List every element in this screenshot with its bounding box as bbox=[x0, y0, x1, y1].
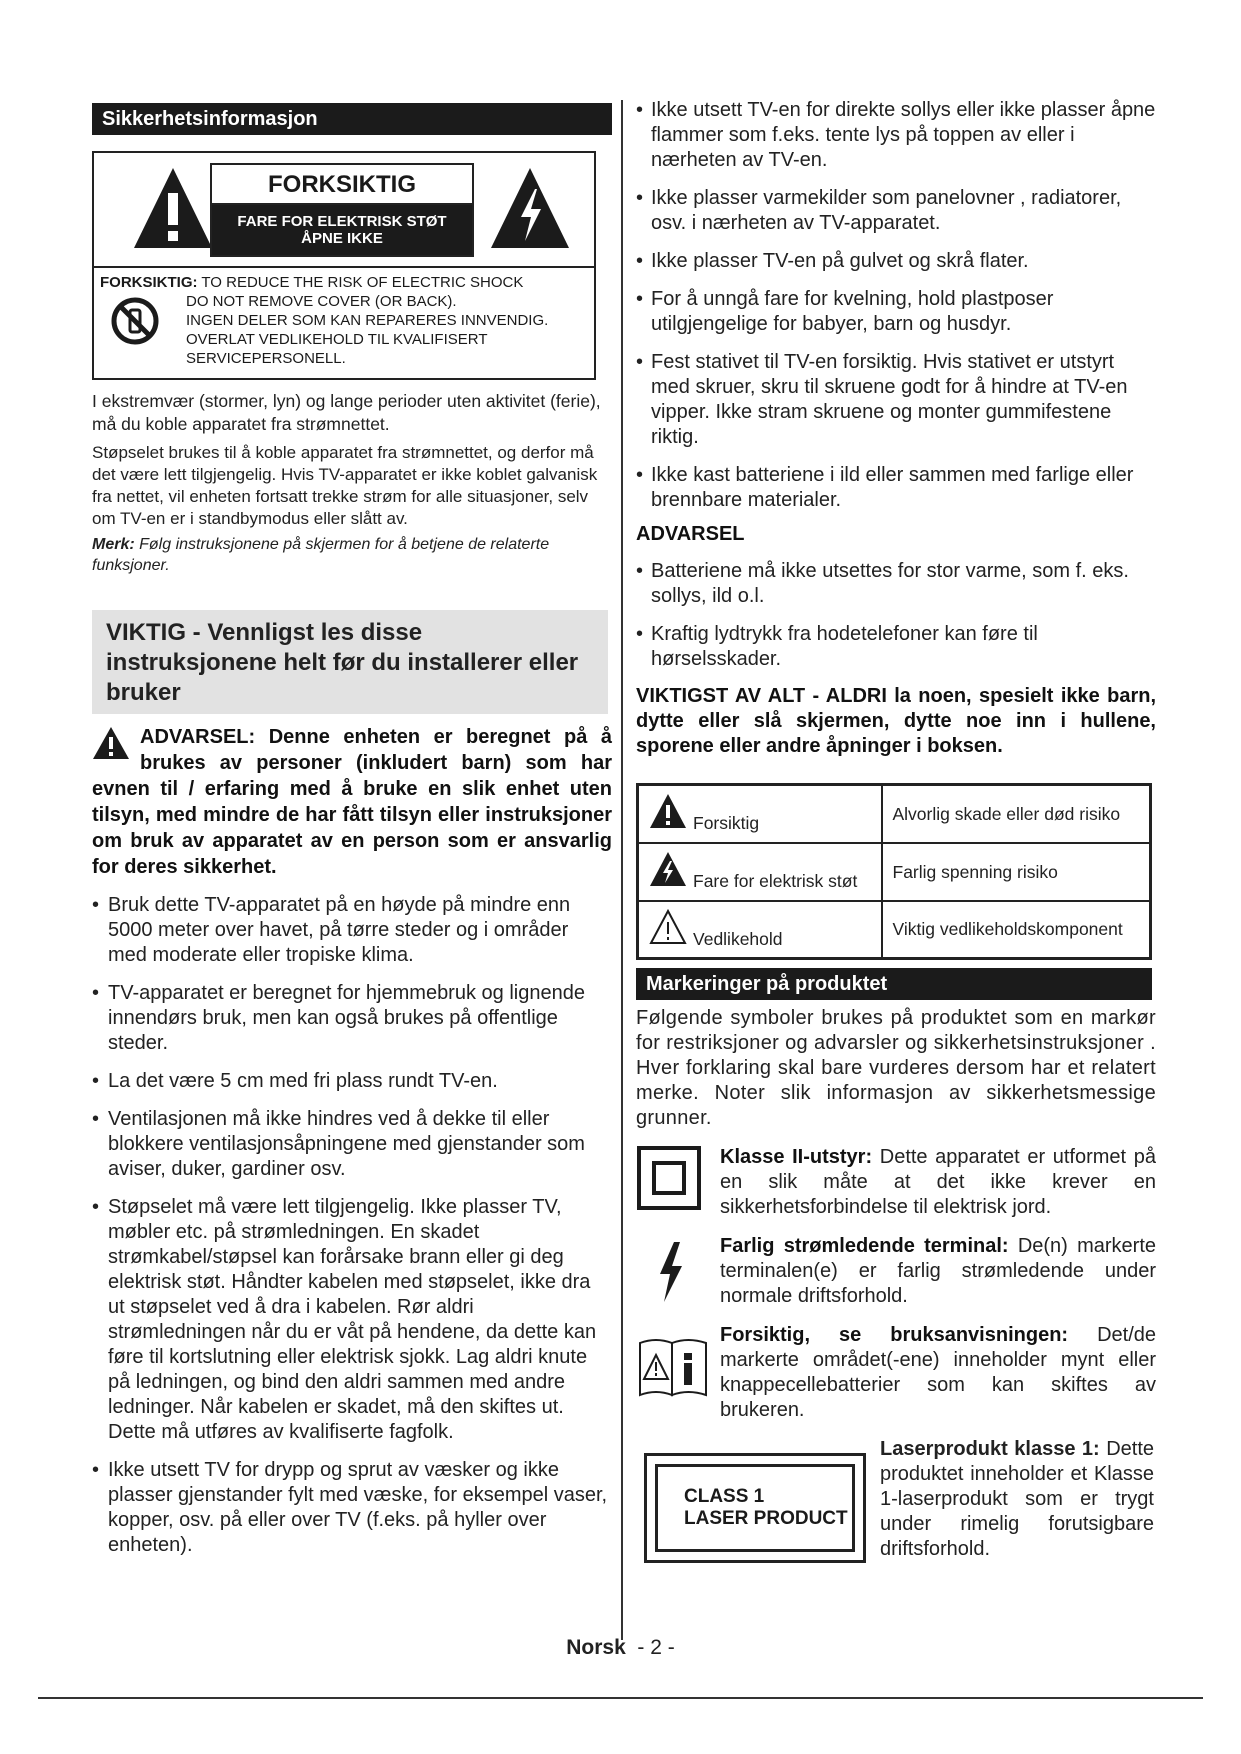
forsiktig-sub-line1: FARE FOR ELEKTRISK STØT bbox=[237, 213, 447, 230]
laser-title: Laserprodukt klasse 1: bbox=[880, 1438, 1100, 1460]
symbol-text: Dette apparatet er utformet på en slik måte at det ikke krever en sikkerhetsforbindelse til elektrisk jord. bbox=[720, 1146, 1156, 1218]
table-desc: Viktig vedlikeholdskomponent bbox=[882, 901, 1151, 959]
symbol-desc bbox=[720, 1145, 1156, 1220]
warning-paragraph-text: ADVARSEL: Denne enheten er beregnet på å brukes av personer (inkludert barn) som har evnen til / erfaring med å bruke en slik enhet uten tilsyn, med mindre de har fått tilsyn eller instruksjoner om bruk av apparatet av en person som er ansvarlig for deres sikkerhet. bbox=[92, 726, 612, 878]
symbol-title: Klasse II-utstyr: bbox=[720, 1146, 873, 1168]
laser-desc bbox=[880, 1437, 1154, 1562]
symbol-class2 bbox=[636, 1145, 1156, 1220]
symbol-text: De(n) markerte terminalen(e) er farlig strømledende under normale driftsforhold. bbox=[720, 1235, 1157, 1307]
table-row bbox=[638, 785, 1151, 843]
caution-line2: DO NOT REMOVE COVER (OR BACK). bbox=[186, 293, 457, 310]
forsiktig-label bbox=[210, 163, 474, 257]
bullet-item: • Ikke plasser varmekilder som panelovner , radiatorer, osv. i nærheten av TV-apparatet. bbox=[636, 186, 1156, 236]
column-divider bbox=[621, 100, 623, 1640]
bullet-item: • Bruk dette TV-apparatet på en høyde på mindre enn 5000 meter over havet, på tørre steder og i områder med moderate eller tropiske klima. bbox=[92, 893, 612, 968]
symbol-see-manual bbox=[636, 1323, 1156, 1423]
caution-lead: FORKSIKTIG: bbox=[100, 274, 198, 291]
caution-line5: SERVICEPERSONELL. bbox=[186, 350, 346, 367]
laser-product-row bbox=[636, 1437, 1156, 1577]
caution-top bbox=[94, 153, 594, 268]
class-ii-icon bbox=[636, 1145, 702, 1216]
forsiktig-sub-line2: ÅPNE IKKE bbox=[301, 230, 383, 247]
electric-shock-triangle-icon bbox=[649, 851, 693, 892]
warning-triangle-icon bbox=[649, 793, 693, 834]
table-cell-symbol bbox=[638, 901, 882, 959]
do-not-open-icon bbox=[110, 296, 160, 351]
symbol-live-terminal bbox=[636, 1234, 1156, 1309]
section-title-markings: Markeringer på produktet bbox=[636, 968, 1152, 1000]
table-row bbox=[638, 901, 1151, 959]
table-cell-symbol bbox=[638, 843, 882, 901]
laser-class-label bbox=[644, 1453, 866, 1563]
bullet-item: • TV-apparatet er beregnet for hjemmebruk og lignende innendørs bruk, men kan også brukes på offentlige steder. bbox=[92, 981, 612, 1056]
forsiktig-title: FORKSIKTIG bbox=[212, 165, 472, 205]
page-footer bbox=[0, 1636, 1241, 1660]
caution-line1: TO REDUCE THE RISK OF ELECTRIC SHOCK bbox=[197, 274, 524, 291]
laser-label-line2: LASER PRODUCT bbox=[684, 1508, 848, 1529]
note-label: Merk: bbox=[92, 536, 135, 553]
important-heading: VIKTIG - Vennligst les disse instruksjonene helt før du installerer eller bruker bbox=[92, 610, 608, 714]
caution-manual-icon bbox=[636, 1333, 710, 1402]
table-label: Fare for elektrisk støt bbox=[693, 871, 858, 891]
note bbox=[92, 534, 612, 576]
bullet-item: • Ikke plasser TV-en på gulvet og skrå flater. bbox=[636, 249, 1156, 274]
symbol-desc bbox=[720, 1323, 1156, 1423]
bullet-item: • Fest stativet til TV-en forsiktig. Hvis stativet er utstyrt med skruer, skru til skruene godt for å hindre at TV-en vipper. Ikke stram skruene og monter gummifestene riktig. bbox=[636, 350, 1156, 450]
bullet-item: • Ventilasjonen må ikke hindres ved å dekke til eller blokkere ventilasjonsåpningene med gjenstander som aviser, duker, gardiner osv. bbox=[92, 1107, 612, 1182]
electric-shock-triangle-icon bbox=[489, 165, 571, 256]
bullet-item: • Støpselet må være lett tilgjengelig. Ikke plasser TV, møbler etc. på strømledningen. En skadet strømkabel/støpsel kan forårsake brann eller gi deg elektrisk støt. Håndter kabelen med støpselet, ikke dra ut støpselet ved å dra i kabelen. Rør aldri strømledningen når du er våt på hendene, da dette kan føre til kortslutning eller elektrisk sjokk. Lag aldri knute på ledningen, og bind den aldri sammen med andre ledninger. Når kabelen er skadet, må den skiftes ut. Dette må utføres av kvalifiserte fagfolk. bbox=[92, 1195, 612, 1445]
symbol-table bbox=[636, 783, 1152, 960]
symbol-title: Farlig strømledende terminal: bbox=[720, 1235, 1009, 1257]
advarsel-heading: ADVARSEL bbox=[636, 523, 745, 545]
warning-triangle-icon bbox=[132, 165, 214, 256]
left-column bbox=[92, 103, 612, 1558]
symbol-title: Forsiktig, se bruksanvisningen: bbox=[720, 1324, 1069, 1346]
para-extreme-weather: I ekstremvær (stormer, lyn) og lange perioder uten aktivitet (ferie), må du koble apparatet fra strømnettet. bbox=[92, 391, 601, 434]
caution-label-box bbox=[92, 151, 596, 380]
symbol-desc bbox=[720, 1234, 1156, 1309]
table-label: Vedlikehold bbox=[693, 928, 783, 949]
caution-line4: OVERLAT VEDLIKEHOLD TIL KVALIFISERT bbox=[186, 331, 488, 348]
laser-text: Dette produktet inneholder et Klasse 1-laserprodukt som er trygt under rimelig forutsigbare driftsforhold. bbox=[880, 1438, 1154, 1560]
section-title-safety: Sikkerhetsinformasjon bbox=[92, 103, 612, 135]
markings-intro: Følgende symboler brukes på produktet som en markør for restriksjoner og advarsler og sikkerhetsinstruksjoner . Hver forklaring skal bare vurderes dersom har et relatert merke. Noter slik informasjon av sikkerhetsmessige grunner. bbox=[636, 1007, 1156, 1129]
table-cell-symbol bbox=[638, 785, 882, 843]
table-label: Forsiktig bbox=[693, 813, 760, 834]
right-column bbox=[636, 98, 1156, 1577]
forsiktig-subtitle bbox=[212, 205, 472, 255]
maintenance-triangle-icon bbox=[649, 909, 693, 950]
laser-label-line1: CLASS 1 bbox=[684, 1486, 765, 1507]
para-plug: Støpselet brukes til å koble apparatet fra strømnettet, og derfor må det være lett tilgjengelig. Hvis TV-apparatet er ikke koblet galvanisk fra nettet, vil enheten fortsatt trekke strøm for alle situasjoner, selv om TV-en er i standbymodus eller slått av. bbox=[92, 443, 598, 528]
table-row bbox=[638, 843, 1151, 901]
bullet-item: • Ikke utsett TV for drypp og sprut av væsker og ikke plasser gjenstander fylt med væske, for eksempel vaser, kopper, osv. på eller over TV (f.eks. på hyller over enheten). bbox=[92, 1458, 612, 1558]
warning-paragraph bbox=[92, 724, 612, 880]
footer-rule bbox=[38, 1697, 1203, 1699]
symbol-text: Det/de markerte området(-ene) inneholder mynt eller knappecellebatterier som kan skiftes av brukeren. bbox=[720, 1324, 1157, 1421]
bullet-item: • Ikke kast batteriene i ild eller sammen med farlige eller brennbare materialer. bbox=[636, 463, 1156, 513]
bullet-item: • Batteriene må ikke utsettes for stor varme, som f. eks. sollys, ild o.l. bbox=[636, 559, 1156, 609]
footer-language: Norsk bbox=[566, 1636, 626, 1659]
bullet-item: • La det være 5 cm med fri plass rundt TV-en. bbox=[92, 1069, 612, 1094]
bullet-item: • Kraftig lydtrykk fra hodetelefoner kan føre til hørselsskader. bbox=[636, 622, 1156, 672]
table-desc: Farlig spenning risiko bbox=[882, 843, 1151, 901]
table-desc: Alvorlig skade eller død risiko bbox=[882, 785, 1151, 843]
bullet-item: • For å unngå fare for kvelning, hold plastposer utilgjengelige for babyer, barn og husdyr. bbox=[636, 287, 1156, 337]
caution-line3: INGEN DELER SOM KAN REPARERES INNVENDIG. bbox=[186, 312, 549, 329]
note-text: Følg instruksjonene på skjermen for å betjene de relaterte funksjoner. bbox=[92, 536, 550, 574]
caution-text bbox=[94, 268, 594, 378]
warning-triangle-small-icon bbox=[92, 726, 130, 767]
most-important-paragraph: VIKTIGST AV ALT - ALDRI la noen, spesielt ikke barn, dytte eller slå skjermen, dytte noe inn i hullene, sporene eller andre åpninger i boksen. bbox=[636, 685, 1156, 757]
lightning-icon bbox=[656, 1240, 686, 1309]
page-number: - 2 - bbox=[625, 1636, 675, 1659]
bullet-item: • Ikke utsett TV-en for direkte sollys eller ikke plasser åpne flammer som f.eks. tente lys på toppen av eller i nærheten av TV-en. bbox=[636, 98, 1156, 173]
